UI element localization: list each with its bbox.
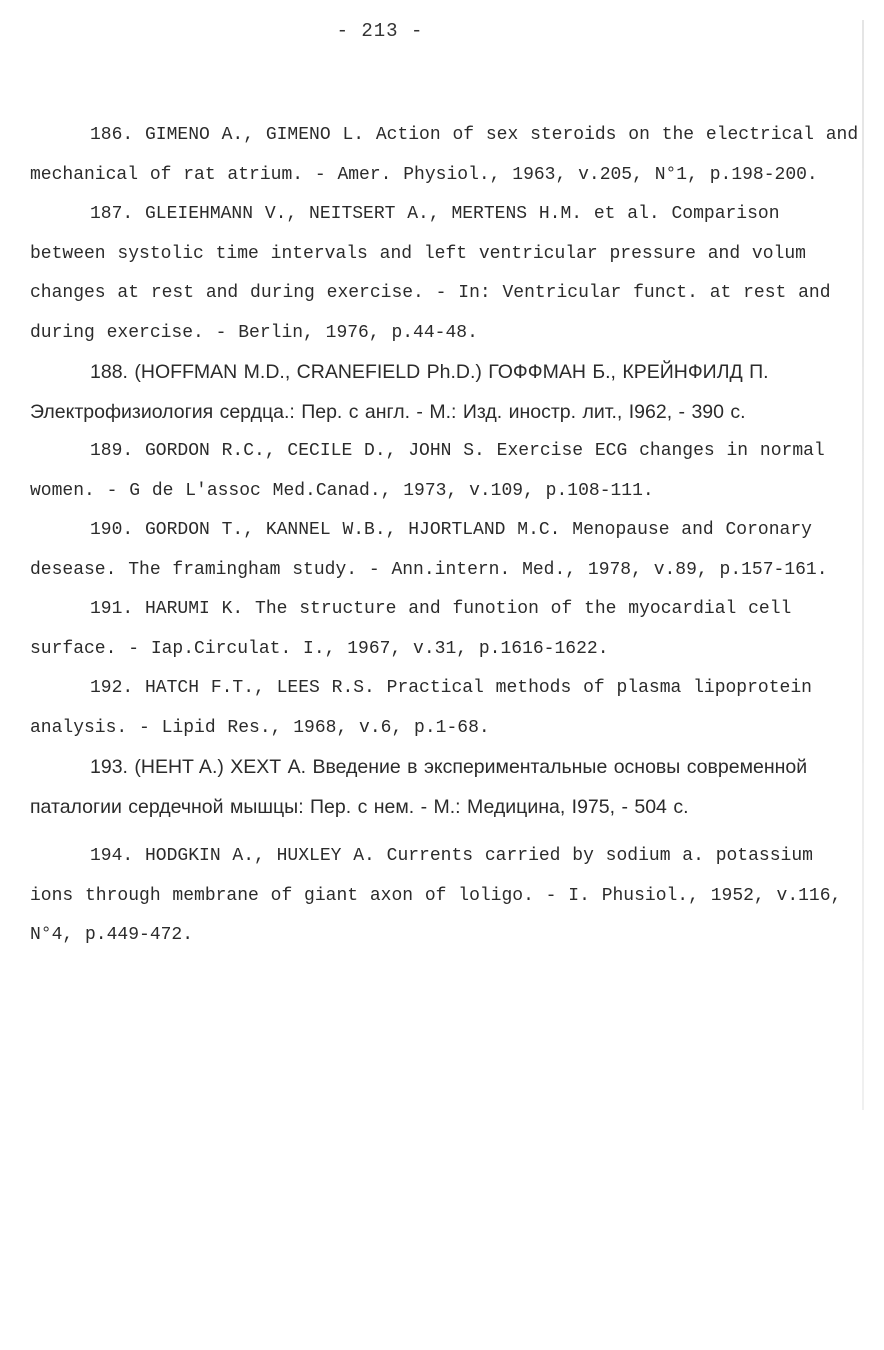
reference-187: 187. GLEIEHMANN V., NEITSERT A., MERTENS H.M. et al. Comparison between systolic time intervals and left ventricular pressure and volum changes at rest and during exercise. - In: Ventricular funct. at rest and during exercise. - Berlin, 1976, p.44-48. [30, 204, 831, 343]
reference-188: 188. (HOFFMAN M.D., CRANEFIELD Ph.D.) ГОФФМАН Б., КРЕЙНФИЛД П. Электрофизиология сердца.: Пер. с англ. - М.: Изд. иностр. лит., I962, - 390 с. [30, 361, 769, 423]
reference-192: 192. HATCH F.T., LEES R.S. Practical methods of plasma lipoprotein analysis. - Lipid Res., 1968, v.6, p.1-68. [30, 678, 812, 738]
reference-194: 194. HODGKIN A., HUXLEY A. Currents carried by sodium a. potassium ions through membrane of giant axon of loligo. - I. Phusiol., 1952, v.116, N°4, p.449-472. [30, 846, 842, 945]
reference-193: 193. (HEHT A.) ХЕХТ А. Введение в экспериментальные основы современной паталогии сердечной мышцы: Пер. с нем. - М.: Медицина, I975, - 504 с. [30, 756, 808, 818]
reference-186: 186. GIMENO A., GIMENO L. Action of sex steroids on the electrical and mechanical of rat atrium. - Amer. Physiol., 1963, v.205, N°1, p.198-200. [30, 125, 859, 185]
page-number: - 213 - [336, 20, 424, 42]
reference-189: 189. GORDON R.C., CECILE D., JOHN S. Exercise ECG changes in normal women. - G de L'assoc Med.Canad., 1973, v.109, p.108-111. [30, 441, 825, 501]
reference-191: 191. HARUMI K. The structure and funotion of the myocardial cell surface. - Iap.Circulat. I., 1967, v.31, p.1616-1622. [30, 599, 792, 659]
reference-190: 190. GORDON T., KANNEL W.B., HJORTLAND M.C. Menopause and Coronary desease. The framingham study. - Ann.intern. Med., 1978, v.89, p.157-161. [30, 520, 828, 580]
reference-list [30, 116, 865, 956]
